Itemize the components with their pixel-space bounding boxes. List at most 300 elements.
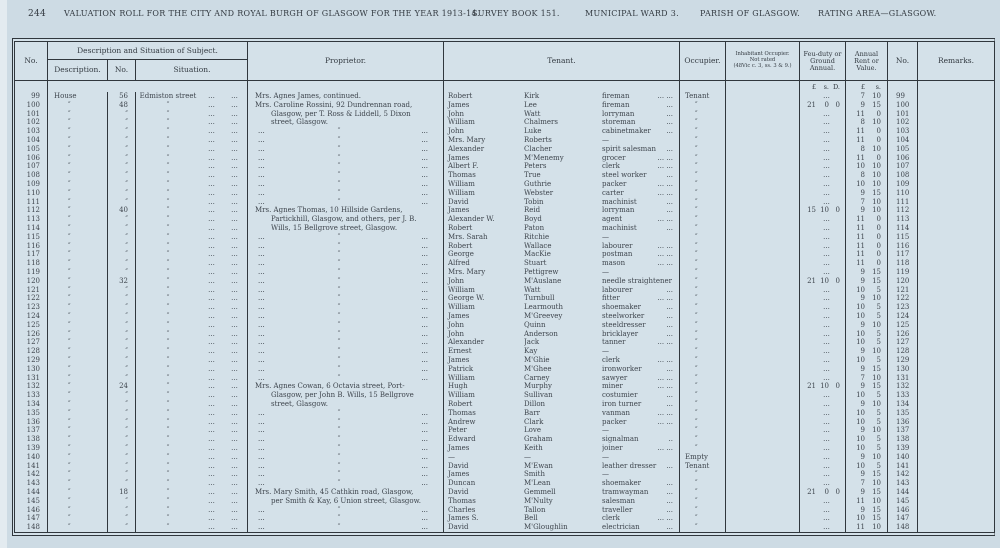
col-header-feu-duty: Feu-duty or Ground Annual. <box>800 42 846 80</box>
tenant-occupation <box>602 435 679 444</box>
text: steelworker <box>602 312 645 321</box>
leader-dots: ... <box>421 268 428 277</box>
text: ″ <box>695 109 698 118</box>
tenant-occupation <box>602 101 679 110</box>
leader-dots: ... <box>258 444 265 453</box>
tenant-forename: Robert <box>448 92 473 101</box>
text: — <box>602 136 609 145</box>
ditto-mark: ″ <box>337 320 341 329</box>
tenant-occupation <box>602 250 679 259</box>
shillings: 15 <box>872 470 881 479</box>
table-row <box>15 136 994 145</box>
tenant-forename: William <box>448 118 475 127</box>
cell-roll-no: 119 <box>15 268 48 277</box>
cell-no-right: 99 <box>888 92 918 101</box>
ditto-mark: ″ <box>337 523 341 532</box>
cell-description <box>48 127 108 136</box>
cell-proprietor <box>248 338 444 347</box>
ditto-mark: ″ <box>337 329 341 338</box>
shillings: 10 <box>872 400 881 409</box>
text: ″ <box>166 241 170 250</box>
text: storeman <box>602 118 636 127</box>
cell-annual-rent <box>846 127 888 136</box>
cell-no-right: 148 <box>888 523 918 532</box>
tenant-occupation <box>602 488 679 497</box>
text: ″ <box>695 259 698 268</box>
leader-dots: ... <box>258 171 265 180</box>
table-row <box>15 312 994 321</box>
cell-tenant <box>444 514 680 523</box>
cell-no-right: 138 <box>888 435 918 444</box>
text: ″ <box>68 136 71 145</box>
tenant-occupation <box>602 303 679 312</box>
cell-annual-rent <box>846 259 888 268</box>
cell-tenant <box>444 426 680 435</box>
text: ″ <box>166 153 170 162</box>
text: leather dresser <box>602 461 657 470</box>
text: ″ <box>68 523 71 532</box>
cell-annual-rent <box>846 356 888 365</box>
cell-remarks <box>918 162 994 171</box>
cell-description <box>48 110 108 119</box>
col-subheaders <box>48 60 247 80</box>
spacer <box>48 81 248 92</box>
cell-remarks <box>918 444 994 453</box>
leader-dots <box>673 470 679 479</box>
leader-dots: ... <box>231 496 238 505</box>
tenant-surname: Watt <box>524 109 541 118</box>
cell-description <box>48 312 108 321</box>
leader-dots: ... <box>823 391 830 400</box>
table-row <box>15 321 994 330</box>
leader-dots: ... <box>421 276 428 285</box>
tenant-forename: Mrs. Sarah <box>448 232 488 241</box>
text: ″ <box>68 109 71 118</box>
cell-no-right: 104 <box>888 136 918 145</box>
text: ″ <box>695 241 698 250</box>
cell-tenant <box>444 250 680 259</box>
text: ″ <box>695 523 698 532</box>
cell-no-right: 128 <box>888 347 918 356</box>
cell-feu-duty <box>800 514 846 523</box>
pounds: 8 <box>860 144 865 153</box>
cell-annual-rent <box>846 453 888 462</box>
pounds: 9 <box>860 470 865 479</box>
text: ″ <box>166 136 170 145</box>
cell-feu-duty <box>800 206 846 215</box>
cell-occupier <box>680 479 726 488</box>
leader-dots: ... <box>258 426 265 435</box>
cell-proprietor <box>248 171 444 180</box>
cell-occupier <box>680 435 726 444</box>
leader-dots: ... <box>208 206 215 215</box>
leader-dots: ... <box>258 188 265 197</box>
cell-feu-duty <box>800 277 846 286</box>
shillings: 5 <box>876 338 881 347</box>
leader-dots: ... <box>823 92 830 101</box>
cell-no-right: 146 <box>888 506 918 515</box>
cell-feu-duty <box>800 268 846 277</box>
cell-feu-duty <box>800 286 846 295</box>
tenant-surname: Graham <box>524 435 553 444</box>
table-row <box>15 330 994 339</box>
pounds: 11 <box>856 215 865 224</box>
cell-annual-rent <box>846 110 888 119</box>
cell-situation <box>136 127 248 136</box>
shillings: 15 <box>872 505 881 514</box>
cell-remarks <box>918 356 994 365</box>
leader-dots: ... <box>231 92 238 101</box>
cell-street-no: ″ <box>108 497 136 506</box>
cell-situation <box>136 259 248 268</box>
shillings: 10 <box>872 426 881 435</box>
cell-proprietor <box>248 523 444 532</box>
leader-dots: ... <box>823 417 830 426</box>
page-title: VALUATION ROLL FOR THE CITY AND ROYAL BURGH OF GLASGOW FOR THE YEAR 1913-14. <box>64 9 480 18</box>
cell-no-right: 145 <box>888 497 918 506</box>
leader-dots: .. <box>668 435 673 444</box>
cell-annual-rent <box>846 391 888 400</box>
cell-inhabitant-occupier <box>726 497 800 506</box>
leader-dots: ... <box>231 188 238 197</box>
cell-annual-rent <box>846 154 888 163</box>
cell-no-right: 120 <box>888 277 918 286</box>
text: ″ <box>166 206 170 215</box>
cell-remarks <box>918 92 994 101</box>
table-row <box>15 162 994 171</box>
tenant-forename: William <box>448 373 475 382</box>
cell-remarks <box>918 382 994 391</box>
cell-roll-no: 120 <box>15 277 48 286</box>
leader-dots: ... <box>208 505 215 514</box>
cell-inhabitant-occupier <box>726 374 800 383</box>
cell-occupier <box>680 127 726 136</box>
cell-no-right: 118 <box>888 259 918 268</box>
ditto-mark: ″ <box>337 250 341 259</box>
page-number: 244 <box>28 9 47 19</box>
cell-description <box>48 303 108 312</box>
shillings: 10 <box>820 276 829 285</box>
cell-annual-rent <box>846 347 888 356</box>
leader-dots: ... <box>208 180 215 189</box>
ditto-mark: ″ <box>337 285 341 294</box>
pounds: 9 <box>860 188 865 197</box>
pence: 0 <box>835 488 840 497</box>
pounds: 10 <box>856 303 865 312</box>
cell-no-right: 137 <box>888 426 918 435</box>
cell-annual-rent <box>846 338 888 347</box>
cell-feu-duty <box>800 171 846 180</box>
inhabitant-line3: (48Vic c. 3, ss. 3 & 9.) <box>733 62 792 69</box>
col-header-no: No. <box>15 42 48 80</box>
cell-street-no: ″ <box>108 330 136 339</box>
cell-inhabitant-occupier <box>726 215 800 224</box>
currency-subheader-row <box>15 81 994 92</box>
cell-feu-duty <box>800 118 846 127</box>
text: ″ <box>695 347 698 356</box>
leader-dots: ... <box>208 285 215 294</box>
cell-inhabitant-occupier <box>726 180 800 189</box>
cell-feu-duty <box>800 479 846 488</box>
cell-feu-duty <box>800 444 846 453</box>
cell-annual-rent <box>846 224 888 233</box>
cell-description <box>48 470 108 479</box>
leader-dots: ... <box>231 435 238 444</box>
shillings: 5 <box>876 356 881 365</box>
cell-inhabitant-occupier <box>726 312 800 321</box>
pounds: 11 <box>856 250 865 259</box>
cell-occupier <box>680 171 726 180</box>
cell-proprietor <box>248 321 444 330</box>
leader-dots: ... <box>231 391 238 400</box>
cell-inhabitant-occupier <box>726 154 800 163</box>
leader-dots: ... <box>208 100 215 109</box>
leader-dots: ... <box>666 312 673 321</box>
text: ″ <box>695 268 698 277</box>
text: — <box>602 268 609 277</box>
leader-dots: ... <box>231 479 238 488</box>
cell-proprietor <box>248 286 444 295</box>
tenant-occupation <box>602 382 679 391</box>
leader-dots: ... <box>823 479 830 488</box>
text: steel worker <box>602 171 647 180</box>
table-row <box>15 303 994 312</box>
leader-dots: ... <box>258 232 265 241</box>
cell-feu-duty <box>800 242 846 251</box>
cell-annual-rent <box>846 488 888 497</box>
text: ″ <box>166 162 170 171</box>
cell-remarks <box>918 286 994 295</box>
leader-dots: ... <box>666 171 673 180</box>
cell-proprietor <box>248 435 444 444</box>
cell-inhabitant-occupier <box>726 286 800 295</box>
leader-dots: ... <box>823 153 830 162</box>
leader-dots: ... <box>823 364 830 373</box>
tenant-occupation <box>602 426 679 435</box>
tenant-surname: Dillon <box>524 400 546 409</box>
shillings: 15 <box>872 364 881 373</box>
cell-inhabitant-occupier <box>726 462 800 471</box>
cell-description <box>48 479 108 488</box>
leader-dots: ... <box>823 435 830 444</box>
shillings: 10 <box>872 180 881 189</box>
cell-situation <box>136 523 248 532</box>
ditto-mark: ″ <box>337 197 341 206</box>
cell-no-right: 130 <box>888 365 918 374</box>
cell-inhabitant-occupier <box>726 118 800 127</box>
text: ″ <box>695 224 698 233</box>
table-row <box>15 224 994 233</box>
cell-tenant <box>444 277 680 286</box>
text: ″ <box>166 356 170 365</box>
text: Edmiston street <box>139 92 197 101</box>
shillings: 10 <box>872 320 881 329</box>
cell-roll-no: 137 <box>15 426 48 435</box>
cell-description <box>48 101 108 110</box>
cell-street-no: ″ <box>108 426 136 435</box>
table-row <box>15 374 994 383</box>
leader-dots: ... <box>231 373 238 382</box>
leader-dots: ... <box>208 356 215 365</box>
text: ″ <box>68 206 71 215</box>
cell-tenant <box>444 224 680 233</box>
leader-dots: ... <box>258 276 265 285</box>
ditto-mark: ″ <box>337 127 341 136</box>
cell-roll-no: 141 <box>15 462 48 471</box>
cell-no-right: 112 <box>888 206 918 215</box>
cell-situation <box>136 162 248 171</box>
pounds: 10 <box>856 408 865 417</box>
text: ″ <box>68 224 71 233</box>
cell-no-right: 126 <box>888 330 918 339</box>
tenant-occupation <box>602 409 679 418</box>
cell-tenant <box>444 409 680 418</box>
text: ″ <box>695 171 698 180</box>
cell-inhabitant-occupier <box>726 101 800 110</box>
tenant-forename: John <box>448 109 465 118</box>
text: shoemaker <box>602 303 641 312</box>
cell-annual-rent <box>846 321 888 330</box>
ditto-mark: ″ <box>337 373 341 382</box>
text: ″ <box>68 479 71 488</box>
cell-proprietor <box>248 206 444 215</box>
cell-feu-duty <box>800 127 846 136</box>
leader-dots: ... <box>258 320 265 329</box>
cell-remarks <box>918 523 994 532</box>
cell-feu-duty <box>800 154 846 163</box>
pence: 0 <box>835 206 840 215</box>
cell-roll-no: 105 <box>15 145 48 154</box>
text: ″ <box>166 523 170 532</box>
tenant-forename: Hugh <box>448 382 468 391</box>
cell-roll-no: 134 <box>15 400 48 409</box>
cell-street-no: ″ <box>108 110 136 119</box>
cell-occupier <box>680 286 726 295</box>
text: ″ <box>68 188 71 197</box>
leader-dots: ... <box>231 241 238 250</box>
leader-dots: ... <box>421 505 428 514</box>
table-row <box>15 479 994 488</box>
leader-dots: ... <box>258 479 265 488</box>
shillings: 10 <box>872 347 881 356</box>
cell-street-no: 24 <box>108 382 136 391</box>
cell-inhabitant-occupier <box>726 92 800 101</box>
cell-street-no: ″ <box>108 136 136 145</box>
cell-situation <box>136 145 248 154</box>
ditto-mark: ″ <box>337 232 341 241</box>
shillings: 5 <box>876 461 881 470</box>
cell-situation <box>136 233 248 242</box>
text: ″ <box>166 408 170 417</box>
cell-occupier <box>680 145 726 154</box>
shillings: 0 <box>876 136 881 145</box>
leader-dots: ... <box>421 452 428 461</box>
table-row <box>15 101 994 110</box>
leader-dots: ... <box>231 505 238 514</box>
text: ″ <box>695 276 698 285</box>
leader-dots: ... <box>208 435 215 444</box>
cell-situation <box>136 488 248 497</box>
ditto-mark: ″ <box>337 180 341 189</box>
ditto-mark: ″ <box>337 364 341 373</box>
text: ″ <box>68 215 71 224</box>
cell-occupier <box>680 242 726 251</box>
pounds: 9 <box>860 364 865 373</box>
cell-remarks <box>918 497 994 506</box>
cell-annual-rent <box>846 444 888 453</box>
pound-sign: £ <box>811 82 816 91</box>
cell-no-right: 133 <box>888 391 918 400</box>
pounds: 11 <box>856 224 865 233</box>
text: ″ <box>695 136 698 145</box>
cell-no-right: 131 <box>888 374 918 383</box>
tenant-surname: Lee <box>524 100 537 109</box>
leader-dots: ... <box>823 162 830 171</box>
cell-no-right: 125 <box>888 321 918 330</box>
leader-dots: ... <box>208 523 215 532</box>
table-row <box>15 145 994 154</box>
cell-feu-duty <box>800 418 846 427</box>
cell-roll-no: 100 <box>15 101 48 110</box>
cell-proprietor <box>248 514 444 523</box>
cell-tenant <box>444 321 680 330</box>
text: ″ <box>166 320 170 329</box>
cell-street-no: ″ <box>108 400 136 409</box>
tenant-forename: George W. <box>448 294 485 303</box>
leader-dots: ... <box>231 215 238 224</box>
cell-tenant <box>444 330 680 339</box>
tenant-surname: Peters <box>524 162 547 171</box>
text: ″ <box>68 470 71 479</box>
cell-street-no: ″ <box>108 224 136 233</box>
leader-dots: ... <box>421 479 428 488</box>
shillings: 15 <box>872 100 881 109</box>
cell-remarks <box>918 224 994 233</box>
leader-dots: ... <box>823 373 830 382</box>
text: Mrs. Caroline Rossini, 92 Dundrennan road, <box>255 100 413 109</box>
cell-tenant <box>444 294 680 303</box>
pounds: 9 <box>860 382 865 391</box>
tenant-surname: Luke <box>524 127 542 136</box>
cell-proprietor <box>248 277 444 286</box>
cell-street-no: ″ <box>108 365 136 374</box>
cell-annual-rent <box>846 330 888 339</box>
cell-roll-no: 142 <box>15 470 48 479</box>
tenant-forename: Thomas <box>448 171 476 180</box>
cell-proprietor <box>248 330 444 339</box>
cell-situation <box>136 286 248 295</box>
ditto-mark: ″ <box>337 171 341 180</box>
cell-feu-duty <box>800 506 846 515</box>
leader-dots: ... <box>208 338 215 347</box>
pounds: 10 <box>856 461 865 470</box>
leader-dots: ... <box>258 417 265 426</box>
cell-situation <box>136 206 248 215</box>
shillings: 0 <box>824 488 829 497</box>
leader-dots: ... <box>421 144 428 153</box>
cell-occupier <box>680 277 726 286</box>
cell-feu-duty <box>800 215 846 224</box>
cell-occupier <box>680 418 726 427</box>
text: ironworker <box>602 364 642 373</box>
text: ″ <box>166 118 170 127</box>
table-row <box>15 453 994 462</box>
cell-occupier <box>680 338 726 347</box>
col-group-description-situation <box>48 42 248 80</box>
cell-no-right: 140 <box>888 453 918 462</box>
cell-roll-no: 116 <box>15 242 48 251</box>
leader-dots: ... <box>421 153 428 162</box>
